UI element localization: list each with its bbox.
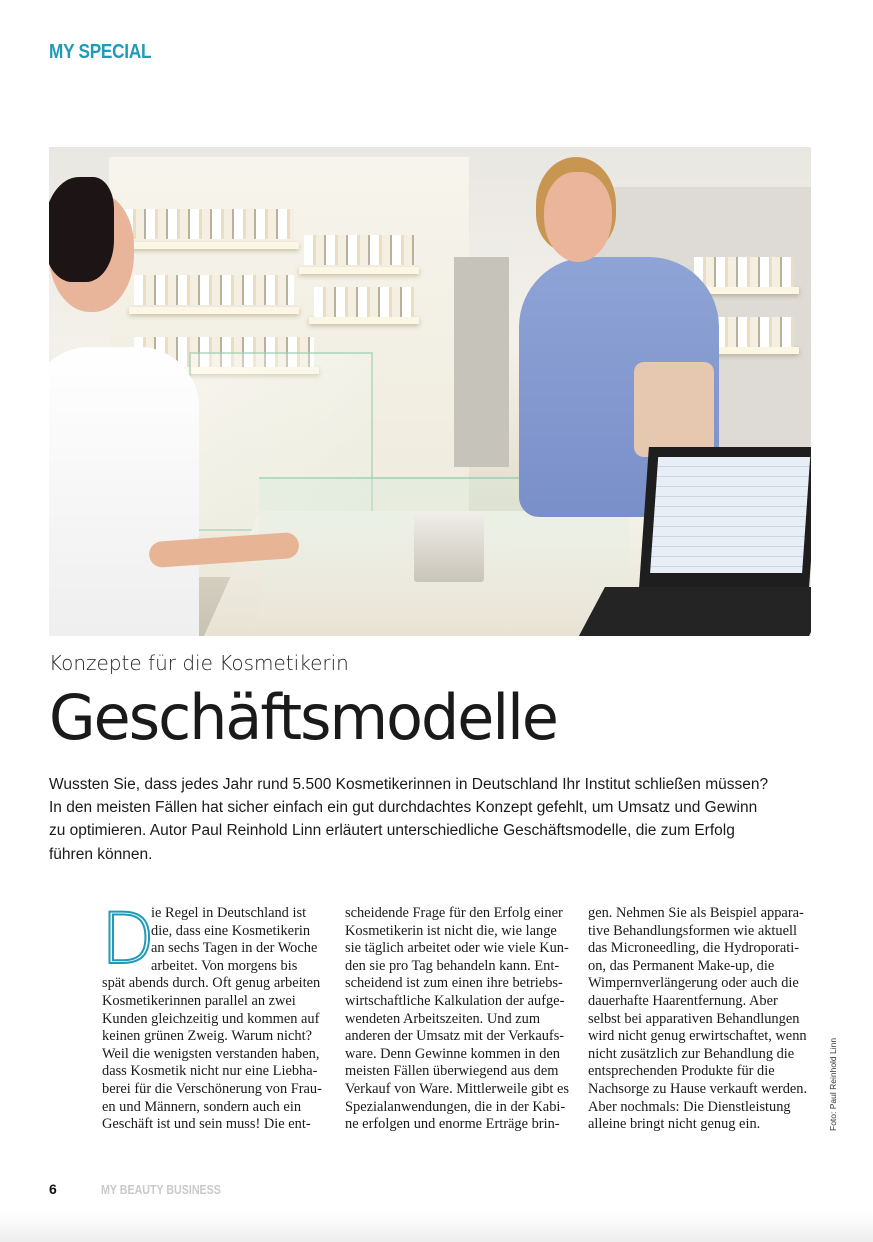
body-line: an sechs Tagen in der Woche xyxy=(151,940,318,957)
body-column-2 xyxy=(345,905,570,1134)
photo-cosmetician-hair xyxy=(49,177,114,282)
body-line: arbeitet. Von morgens bis xyxy=(151,957,298,974)
body-line: wird nicht genug erwirtschaftet, wenn xyxy=(588,1028,807,1045)
body-line: on, das Permanent Make-up, die xyxy=(588,957,775,974)
page-edge-shadow xyxy=(0,1212,873,1242)
body-line: Kosmetikerinnen parallel an zwei xyxy=(102,992,296,1009)
body-line: Wimpernverlängerung oder auch die xyxy=(588,975,799,992)
body-line: dass Kosmetik nicht nur eine Liebha- xyxy=(102,1063,318,1080)
body-line: Spezialanwendungen, die in der Kabi- xyxy=(345,1098,566,1115)
article-photo xyxy=(49,147,811,636)
photo-products xyxy=(134,275,294,305)
photo-products xyxy=(304,235,414,265)
photo-products xyxy=(314,287,414,317)
photo-product-boxes xyxy=(414,512,484,582)
body-line: tive Behandlungsformen wie aktuell xyxy=(588,922,798,939)
lead-line: Wussten Sie, dass jedes Jahr rund 5.500 Kosmetikerinnen in Deutschland Ihr Institut schließen müssen? xyxy=(49,776,769,793)
lead-line: führen können. xyxy=(49,845,153,863)
photo-shelf xyxy=(309,317,419,324)
photo-shelf xyxy=(299,267,419,274)
body-line: Weil die wenigsten verstanden haben, xyxy=(102,1045,320,1062)
body-line: scheidend ist zum einen ihre betriebs- xyxy=(345,975,563,992)
photo-products xyxy=(694,257,794,287)
body-line: berei für die Verschönerung von Frau- xyxy=(102,1080,322,1097)
body-line: entsprechenden Produkte für die xyxy=(588,1063,775,1080)
body-line: keinen grünen Zweig. Warum nicht? xyxy=(102,1028,312,1045)
photo-shelf xyxy=(129,307,299,314)
body-line: alleine bringt nicht genug ein. xyxy=(588,1116,761,1133)
body-line: wendeten Arbeitszeiten. Und zum xyxy=(345,1010,541,1027)
body-line: meisten Fällen überwiegend aus dem xyxy=(345,1063,559,1080)
photo-shelf xyxy=(119,242,299,249)
body-line: wirtschaftliche Kalkulation der aufge- xyxy=(345,992,565,1009)
photo-doorway xyxy=(454,257,509,467)
lead-line: zu optimieren. Autor Paul Reinhold Linn erläutert unterschiedliche Geschäftsmodelle, die zum Erfolg xyxy=(49,822,735,840)
lead-line: In den meisten Fällen hat sicher einfach ein gut durchdachtes Konzept gefehlt, um Umsatz und Gewinn xyxy=(49,799,758,817)
body-line: selbst bei apparativen Behandlungen xyxy=(588,1010,800,1027)
body-line: en und Männern, sondern auch ein xyxy=(102,1098,302,1115)
body-line: dauerhafte Haarentfernung. Aber xyxy=(588,992,778,1009)
body-line: die, dass eine Kosmetikerin xyxy=(151,922,311,939)
photo-customer-face xyxy=(544,172,612,262)
section-label: MY SPECIAL xyxy=(49,41,152,63)
body-line: Verkauf von Ware. Mittlerweile gibt es xyxy=(345,1080,569,1097)
body-line: spät abends durch. Oft genug arbeiten xyxy=(102,975,321,992)
body-column-3 xyxy=(588,905,813,1134)
photo-laptop-screen xyxy=(639,447,811,587)
magazine-name: MY BEAUTY BUSINESS xyxy=(101,1182,221,1197)
body-line: nicht zusätzlich zur Behandlung die xyxy=(588,1045,795,1062)
body-line: sie täglich arbeitet oder wie viele Kun- xyxy=(345,940,569,957)
body-column-1 xyxy=(101,898,327,1134)
body-line: Kunden gleichzeitig und kommen auf xyxy=(102,1010,320,1027)
body-line: scheidende Frage für den Erfolg einer xyxy=(345,905,563,921)
body-line: Geschäft ist und sein muss! Die ent- xyxy=(102,1116,311,1133)
photo-handbag xyxy=(634,362,714,457)
body-line: Kosmetikerin ist nicht die, wie lange xyxy=(345,922,557,939)
drop-cap: D xyxy=(101,898,155,980)
body-line: Nachsorge zu Hause verkauft werden. xyxy=(588,1080,808,1097)
body-line: gen. Nehmen Sie als Beispiel appara- xyxy=(588,905,804,921)
body-line: den sie pro Tag behandeln kann. Ent- xyxy=(345,957,560,974)
body-line: ne erfolgen und enorme Erträge brin- xyxy=(345,1116,560,1133)
photo-products xyxy=(124,209,294,239)
photo-laptop-keyboard xyxy=(573,587,811,636)
photo-cosmetician xyxy=(49,347,199,636)
body-line: das Microneedling, die Hydroporati- xyxy=(588,940,800,957)
article-kicker: Konzepte für die Kosmetikerin xyxy=(49,651,349,675)
article-headline: Geschäftsmodelle xyxy=(49,681,557,754)
article-lead xyxy=(49,773,829,866)
body-line: Aber nochmals: Die Dienstleistung xyxy=(588,1098,791,1115)
body-line: ware. Denn Gewinne kommen in den xyxy=(345,1045,560,1062)
body-line: anderen der Umsatz mit der Verkaufs- xyxy=(345,1028,565,1045)
page-number: 6 xyxy=(49,1181,57,1197)
photo-credit: Foto: Paul Reinhold Linn xyxy=(828,1037,838,1131)
body-line: ie Regel in Deutschland ist xyxy=(151,905,307,921)
